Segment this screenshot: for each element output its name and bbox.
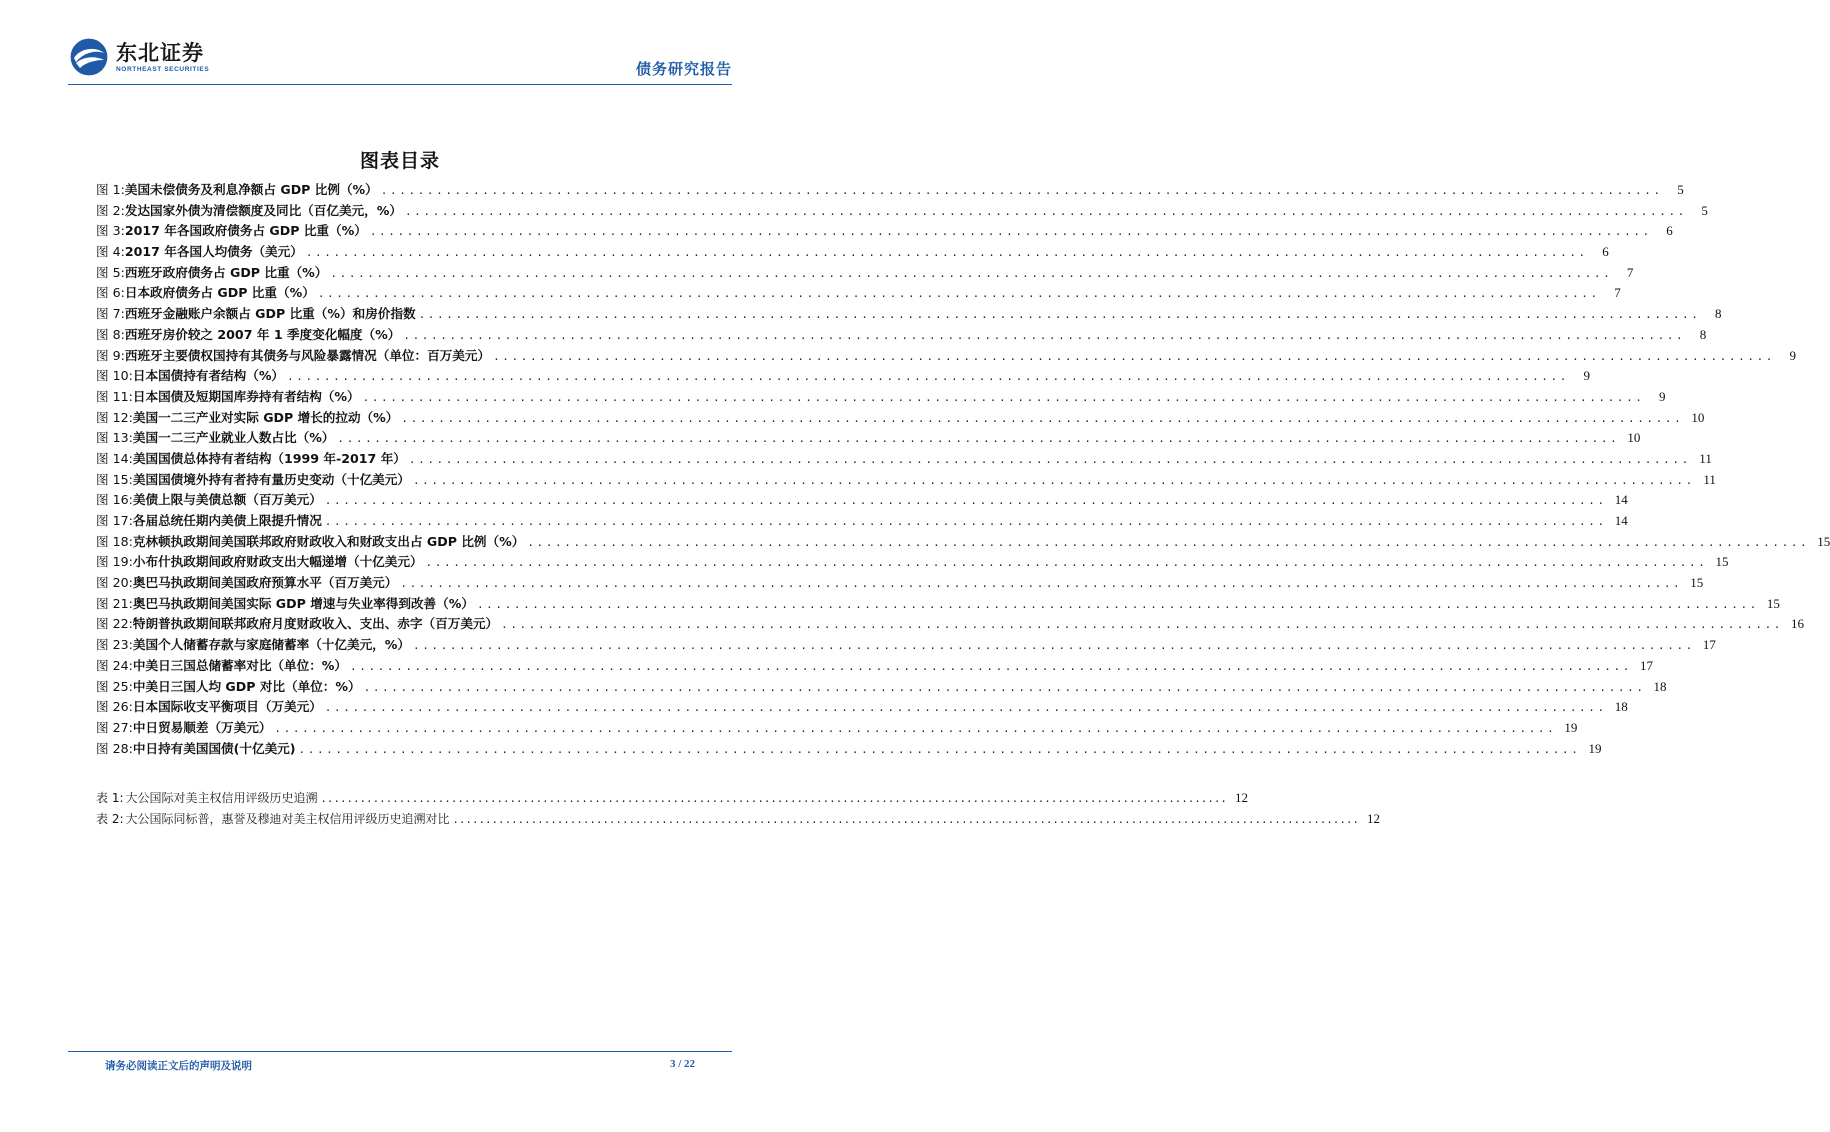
entry-page: 9 [1789, 347, 1797, 363]
entry-title: 日本国债持有者结构（%） [132, 368, 285, 384]
entry-title: 特朗普执政期间联邦政府月度财政收入、支出、赤字（百万美元） [132, 616, 499, 632]
dot-leader [527, 536, 1809, 549]
table-list [96, 789, 1381, 831]
entry-page: 19 [1588, 740, 1602, 756]
header-divider [68, 84, 732, 85]
entry-label: 图 10: [96, 368, 133, 384]
entry-page: 12 [1367, 811, 1381, 826]
dot-leader [400, 577, 1682, 590]
figure-entry[interactable] [96, 531, 1830, 552]
figure-entry[interactable] [96, 427, 1641, 448]
dot-leader [363, 391, 1645, 404]
entry-title: 日本国际收支平衡项目（万美元） [132, 699, 322, 715]
table-entry[interactable] [96, 789, 1249, 810]
dot-leader [274, 722, 1556, 735]
entry-page: 16 [1791, 616, 1805, 632]
figure-entry[interactable] [96, 220, 1673, 241]
entry-title: 大公国际同标普，惠誉及穆迪对美主权信用评级历史追溯对比 [125, 812, 450, 826]
entry-page: 11 [1699, 450, 1712, 466]
entry-title: 中美日三国人均 GDP 对比（单位：%） [132, 678, 361, 694]
entry-page: 9 [1583, 368, 1590, 384]
dot-leader [413, 474, 1695, 487]
figure-entry[interactable] [96, 717, 1578, 738]
entry-title: 美国个人储蓄存款与家庭储蓄率（十亿美元，%） [132, 637, 410, 653]
entry-page: 15 [1690, 575, 1704, 591]
entry-label: 图 18: [96, 533, 133, 549]
entry-label: 图 20: [96, 575, 133, 591]
entry-title: 中美日三国总储蓄率对比（单位：%） [132, 657, 347, 673]
entry-title: 各届总统任期内美债上限提升情况 [132, 513, 322, 528]
page-title: 图表目录 [359, 150, 440, 172]
page-number: 3 / 22 [669, 1058, 695, 1070]
figure-entry[interactable] [96, 572, 1704, 593]
figure-entry[interactable] [96, 365, 1590, 386]
entry-page: 18 [1653, 678, 1667, 694]
dot-leader [381, 184, 1663, 197]
figure-entry[interactable] [96, 655, 1653, 676]
entry-label: 图 7: [96, 306, 125, 322]
entry-label: 图 3: [96, 223, 125, 239]
entry-title: 日本政府债务占 GDP 比重（%） [124, 285, 315, 301]
dot-leader [287, 370, 1569, 383]
entry-page: 10 [1691, 409, 1705, 425]
entry-title: 2017 年各国人均债务（美元） [124, 244, 303, 260]
figure-entry[interactable] [96, 345, 1797, 366]
entry-page: 8 [1715, 306, 1722, 322]
dot-leader [325, 701, 1607, 714]
entry-label: 图 1: [96, 182, 125, 197]
dot-leader [409, 453, 1691, 466]
dot-leader [321, 793, 1228, 805]
entry-page: 18 [1614, 699, 1628, 715]
dot-leader [330, 267, 1612, 280]
figure-entry[interactable] [96, 696, 1628, 717]
entry-label: 图 21: [96, 595, 133, 611]
entry-label: 图 22: [96, 616, 133, 632]
figure-entry[interactable] [96, 469, 1716, 490]
dot-leader [426, 556, 1708, 569]
entry-title: 中日持有美国国债(十亿美元) [132, 740, 296, 756]
brand-name-en: NORTHEAST SECURITIES [116, 65, 210, 73]
entry-label: 表 1: [96, 791, 124, 805]
figure-entry[interactable] [96, 282, 1621, 303]
dot-leader [325, 515, 1607, 528]
dot-leader [501, 618, 1783, 631]
entry-title: 小布什执政期间政府财政支出大幅递增（十亿美元） [132, 554, 423, 570]
entry-page: 7 [1626, 264, 1634, 280]
entry-title: 美国一二三产业就业人数占比（%） [132, 430, 335, 446]
entry-label: 表 2: [96, 812, 124, 826]
entry-label: 图 6: [96, 285, 125, 301]
figure-entry[interactable] [96, 407, 1705, 428]
entry-title: 西班牙主要债权国持有其债务与风险暴露情况（单位：百万美元） [124, 347, 491, 363]
entry-page: 17 [1702, 637, 1716, 653]
dot-leader [401, 412, 1683, 425]
figure-entry[interactable] [96, 551, 1729, 572]
entry-page: 7 [1614, 285, 1621, 301]
figure-entry[interactable] [96, 179, 1684, 200]
entry-page: 8 [1699, 326, 1707, 342]
figure-entry[interactable] [96, 510, 1628, 531]
figure-entry[interactable] [96, 448, 1712, 469]
dot-leader [306, 246, 1588, 259]
entry-page: 11 [1703, 471, 1716, 487]
entry-label: 图 12: [96, 409, 133, 425]
dot-leader [405, 205, 1687, 218]
entry-title: 西班牙政府债务占 GDP 比重（%） [124, 264, 328, 280]
dot-leader [364, 681, 1646, 694]
figure-entry[interactable] [96, 676, 1667, 697]
entry-page: 17 [1639, 657, 1653, 673]
entry-title: 克林顿执政期间美国联邦政府财政收入和财政支出占 GDP 比例（%） [132, 533, 525, 549]
figure-entry[interactable] [96, 738, 1602, 759]
figure-entry[interactable] [96, 489, 1628, 510]
figure-entry[interactable] [96, 593, 1780, 614]
entry-title: 奥巴马执政期间美国实际 GDP 增速与失业率得到改善（%） [132, 595, 474, 611]
dot-leader [299, 743, 1581, 756]
figure-entry[interactable] [96, 241, 1609, 262]
dot-leader [337, 432, 1619, 445]
entry-label: 图 13: [96, 430, 133, 446]
figure-entry[interactable] [96, 200, 1708, 221]
dot-leader [413, 639, 1695, 652]
entry-title: 2017 年各国政府债务占 GDP 比重（%） [124, 223, 367, 239]
entry-label: 图 28: [96, 740, 133, 756]
entry-title: 美国国债境外持有者持有量历史变动（十亿美元） [132, 471, 410, 487]
entry-label: 图 15: [96, 471, 133, 487]
entry-page: 5 [1677, 182, 1684, 197]
entry-title: 中日贸易顺差（万美元） [132, 719, 272, 735]
figure-entry[interactable] [96, 303, 1722, 324]
entry-label: 图 2: [96, 202, 125, 218]
dot-leader [493, 350, 1775, 363]
page-header [0, 0, 800, 90]
figure-entry[interactable] [96, 324, 1707, 345]
dot-leader [403, 329, 1685, 342]
figure-entry[interactable] [96, 262, 1634, 283]
dot-leader [477, 598, 1759, 611]
brand-logo [68, 36, 209, 78]
entry-title: 大公国际对美主权信用评级历史追溯 [125, 791, 318, 805]
entry-label: 图 16: [96, 492, 133, 508]
entry-title: 西班牙金融账户余额占 GDP 比重（%）和房价指数 [124, 306, 416, 322]
entry-page: 19 [1564, 719, 1578, 735]
brand-logo-icon [68, 36, 110, 78]
entry-page: 10 [1627, 430, 1641, 446]
figure-entry[interactable] [96, 386, 1666, 407]
dot-leader [325, 494, 1607, 507]
entry-label: 图 4: [96, 244, 125, 260]
entry-label: 图 9: [96, 347, 125, 363]
entry-page: 15 [1817, 533, 1830, 549]
dot-leader [453, 814, 1360, 826]
entry-page: 15 [1715, 554, 1729, 570]
footer-disclaimer: 请务必阅读正文后的声明及说明 [105, 1060, 252, 1072]
entry-title: 发达国家外债为清偿额度及同比（百亿美元，%） [124, 202, 402, 218]
figure-list [96, 179, 1830, 758]
brand-name-cn: 东北证券 [116, 40, 204, 65]
entry-label: 图 26: [96, 699, 133, 715]
entry-title: 美债上限与美债总额（百万美元） [132, 492, 322, 508]
entry-page: 15 [1766, 595, 1780, 611]
entry-title: 西班牙房价较之 2007 年 1 季度变化幅度（%） [124, 326, 401, 342]
figure-entry[interactable] [96, 613, 1805, 634]
entry-page: 14 [1614, 492, 1628, 508]
dot-leader [419, 308, 1701, 321]
entry-title: 奥巴马执政期间美国政府预算水平（百万美元） [132, 575, 398, 591]
entry-label: 图 25: [96, 678, 133, 694]
entry-title: 日本国债及短期国库券持有者结构（%） [132, 388, 360, 404]
entry-label: 图 23: [96, 637, 133, 653]
figure-entry[interactable] [96, 634, 1716, 655]
entry-title: 美国一二三产业对实际 GDP 增长的拉动（%） [132, 409, 399, 425]
table-entry[interactable] [96, 810, 1381, 831]
dot-leader [318, 287, 1600, 300]
footer-divider [68, 1051, 732, 1052]
entry-label: 图 17: [96, 513, 133, 528]
entry-label: 图 19: [96, 554, 133, 570]
entry-label: 图 8: [96, 326, 125, 342]
dot-leader [350, 660, 1632, 673]
entry-label: 图 27: [96, 719, 133, 735]
dot-leader [370, 225, 1652, 238]
entry-title: 美国国债总体持有者结构（1999 年-2017 年） [132, 450, 406, 466]
entry-title: 美国未偿债务及利息净额占 GDP 比例（%） [124, 182, 378, 197]
report-type: 债务研究报告 [635, 60, 732, 78]
entry-page: 12 [1235, 790, 1249, 805]
entry-label: 图 11: [96, 388, 133, 404]
entry-page: 6 [1666, 223, 1673, 239]
entry-page: 14 [1614, 513, 1628, 528]
entry-label: 图 5: [96, 264, 125, 280]
entry-label: 图 24: [96, 657, 133, 673]
entry-label: 图 14: [96, 450, 133, 466]
entry-page: 9 [1659, 388, 1666, 404]
entry-page: 6 [1602, 244, 1609, 260]
entry-page: 5 [1701, 202, 1708, 218]
